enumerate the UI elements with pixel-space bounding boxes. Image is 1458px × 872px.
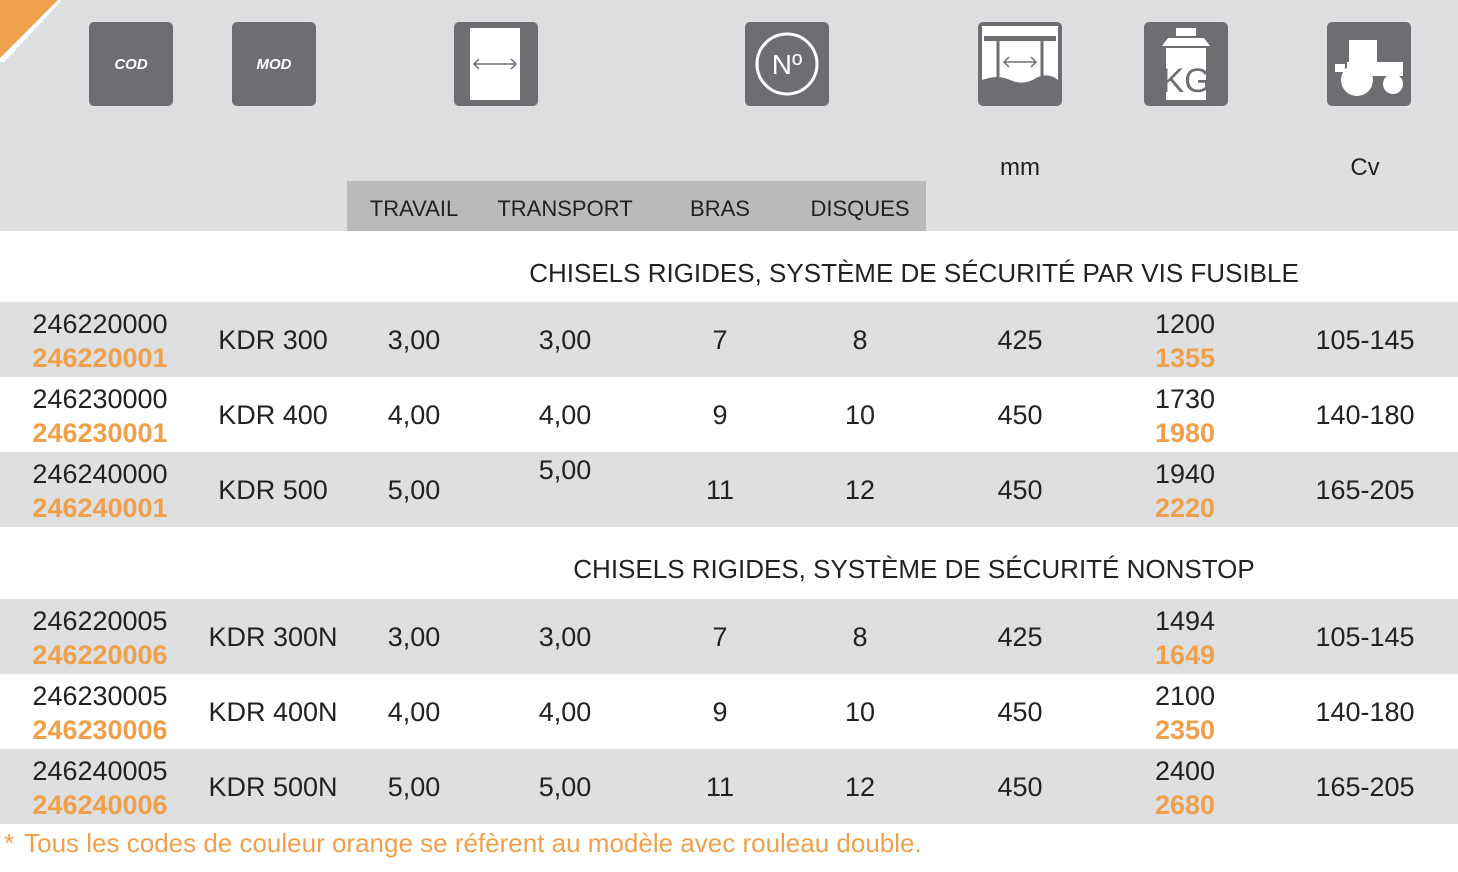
col-disques: DISQUES — [810, 196, 910, 221]
svg-text:Nº: Nº — [771, 49, 803, 80]
mm-cell: 425 — [997, 622, 1043, 652]
cv-cell: 105-145 — [1315, 325, 1415, 355]
model-cell: KDR 400 — [218, 400, 328, 430]
table-row — [0, 377, 1458, 452]
svg-text:COD: COD — [114, 56, 148, 73]
tractor-icon — [1327, 22, 1411, 106]
code-cell: 246220000 246220001 — [32, 309, 168, 373]
mod-icon — [232, 22, 316, 106]
model-cell: KDR 500 — [218, 475, 328, 505]
transport-cell: 4,00 — [538, 697, 592, 727]
section-title: CHISELS RIGIDES, SYSTÈME DE SÉCURITÉ PAR VIS FUSIBLE — [529, 258, 1299, 288]
corner-accent — [0, 0, 62, 62]
width-icon — [454, 22, 538, 106]
footnote — [4, 828, 922, 859]
bras-cell: 9 — [712, 400, 728, 430]
mm-cell: 450 — [997, 697, 1043, 727]
disques-cell: 12 — [844, 772, 876, 802]
cv-cell: 165-205 — [1315, 772, 1415, 802]
section-title: CHISELS RIGIDES, SYSTÈME DE SÉCURITÉ NONSTOP — [573, 554, 1255, 584]
travail-cell: 5,00 — [387, 772, 441, 802]
model-cell: KDR 300 — [218, 325, 328, 355]
model-cell: KDR 400N — [208, 697, 338, 727]
kg-cell: 1940 2220 — [1154, 459, 1216, 523]
code-cell: 246240005 246240006 — [32, 756, 168, 820]
table-row — [0, 674, 1458, 749]
col-transport: TRANSPORT — [497, 196, 633, 221]
transport-cell: 5,00 — [538, 455, 592, 485]
bras-cell: 11 — [705, 772, 735, 802]
kg-cell: 2100 2350 — [1154, 681, 1216, 745]
bras-cell: 7 — [712, 622, 728, 652]
model-cell: KDR 500N — [208, 772, 338, 802]
cv-cell: 165-205 — [1315, 475, 1415, 505]
table-row — [0, 599, 1458, 674]
cv-cell: 105-145 — [1315, 622, 1415, 652]
table-row — [0, 749, 1458, 824]
code-cell: 246240000 246240001 — [32, 459, 168, 523]
mm-cell: 425 — [997, 325, 1043, 355]
disques-cell: 12 — [844, 475, 876, 505]
number-icon — [745, 22, 829, 106]
travail-cell: 4,00 — [387, 697, 441, 727]
kg-cell: 1200 1355 — [1154, 309, 1216, 373]
kg-cell: 1730 1980 — [1154, 384, 1216, 448]
cv-cell: 140-180 — [1315, 697, 1415, 727]
bras-cell: 11 — [705, 475, 735, 505]
table-row — [0, 452, 1458, 527]
transport-cell: 4,00 — [538, 400, 592, 430]
footnote-star: * — [4, 828, 15, 858]
cv-cell: 140-180 — [1315, 400, 1415, 430]
footnote-text: Tous les codes de couleur orange se réfèrent au modèle avec rouleau double. — [24, 828, 922, 858]
disques-cell: 8 — [852, 325, 868, 355]
bras-cell: 9 — [712, 697, 728, 727]
table-row — [0, 302, 1458, 377]
disques-cell: 8 — [852, 622, 868, 652]
kg-cell: 2400 2680 — [1154, 756, 1216, 820]
disques-cell: 10 — [844, 400, 876, 430]
code-cell: 246230000 246230001 — [32, 384, 168, 448]
model-cell: KDR 300N — [208, 622, 338, 652]
bras-cell: 7 — [712, 325, 728, 355]
unit-mm: mm — [1000, 154, 1040, 181]
spacing-icon — [978, 22, 1062, 106]
code-cell: 246220005 246220006 — [32, 606, 168, 670]
cod-icon — [89, 22, 173, 106]
weight-icon — [1144, 22, 1228, 106]
travail-cell: 3,00 — [387, 325, 441, 355]
kg-cell: 1494 1649 — [1154, 606, 1216, 670]
unit-cv: Cv — [1350, 154, 1380, 181]
svg-text:MOD: MOD — [256, 56, 292, 73]
col-travail: TRAVAIL — [369, 196, 459, 221]
code-cell: 246230005 246230006 — [32, 681, 168, 745]
col-bras: BRAS — [690, 196, 750, 221]
travail-cell: 5,00 — [387, 475, 441, 505]
disques-cell: 10 — [844, 697, 876, 727]
mm-cell: 450 — [997, 772, 1043, 802]
travail-cell: 3,00 — [387, 622, 441, 652]
mm-cell: 450 — [997, 475, 1043, 505]
mm-cell: 450 — [997, 400, 1043, 430]
travail-cell: 4,00 — [387, 400, 441, 430]
svg-text:KG: KG — [1161, 62, 1211, 100]
transport-cell: 5,00 — [538, 772, 592, 802]
transport-cell: 3,00 — [538, 325, 592, 355]
transport-cell: 3,00 — [538, 622, 592, 652]
